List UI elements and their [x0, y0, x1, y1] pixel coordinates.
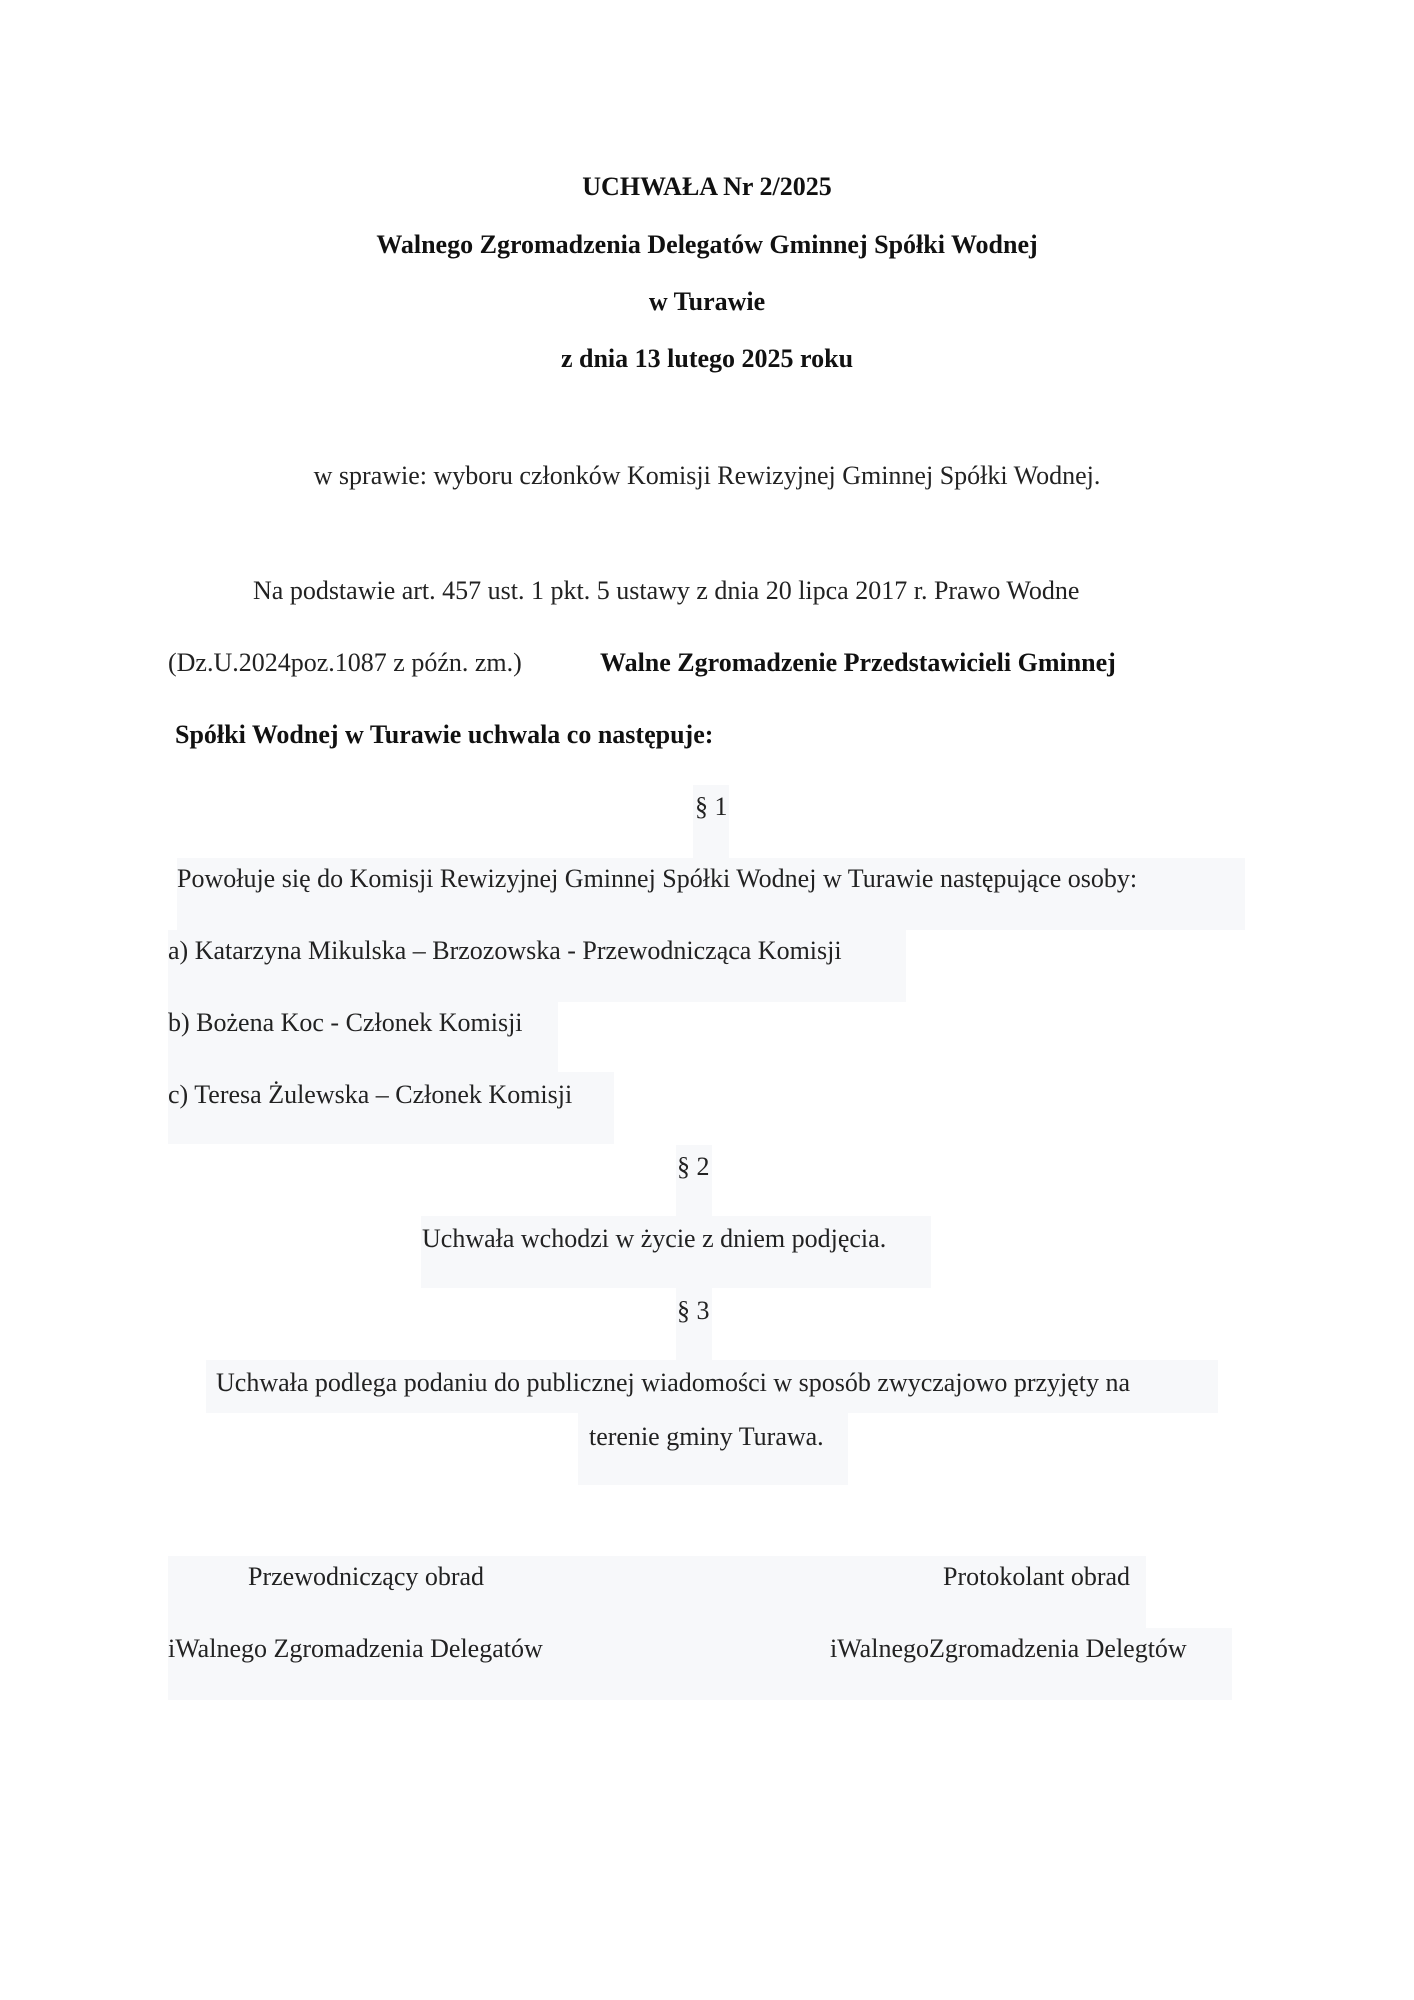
section-1-heading: § 1 [695, 792, 728, 821]
signature-left-title: Przewodniczący obrad [248, 1562, 485, 1591]
section-1-intro: Powołuje się do Komisji Rewizyjnej Gminnej Spółki Wodnej w Turawie następujące osoby: [177, 864, 1138, 893]
document-date: z dnia 13 lutego 2025 roku [560, 344, 854, 373]
document-subject: w sprawie: wyboru członków Komisji Rewizyjnej Gminnej Spółki Wodnej. [313, 461, 1101, 490]
section-2-heading: § 2 [677, 1152, 710, 1181]
preamble-line-2-regular: (Dz.U.2024poz.1087 z późn. zm.) [168, 648, 522, 677]
document-issuer: Walnego Zgromadzenia Delegatów Gminnej Spółki Wodnej [376, 230, 1038, 259]
signature-left-subtitle: iWalnego Zgromadzenia Delegatów [168, 1634, 543, 1663]
member-item: c) Teresa Żulewska – Członek Komisji [168, 1080, 573, 1109]
signature-right-title: Protokolant obrad [943, 1562, 1131, 1591]
member-item: b) Bożena Koc - Członek Komisji [168, 1008, 523, 1037]
member-item: a) Katarzyna Mikulska – Brzozowska - Przewodnicząca Komisji [168, 936, 842, 965]
section-3-line-1: Uchwała podlega podaniu do publicznej wiadomości w sposób zwyczajowo przyjęty na [216, 1368, 1131, 1397]
document-location: w Turawie [648, 287, 766, 316]
section-3-line-2: terenie gminy Turawa. [589, 1422, 824, 1451]
preamble-line-2-bold: Walne Zgromadzenie Przedstawicieli Gminnej [600, 648, 1116, 677]
preamble-line-1: Na podstawie art. 457 ust. 1 pkt. 5 ustawy z dnia 20 lipca 2017 r. Prawo Wodne [253, 576, 1080, 605]
section-2-text: Uchwała wchodzi w życie z dniem podjęcia. [422, 1224, 887, 1253]
signature-right-subtitle: iWalnegoZgromadzenia Delegtów [830, 1634, 1187, 1663]
document-title: UCHWAŁA Nr 2/2025 [582, 172, 832, 201]
section-3-heading: § 3 [677, 1296, 710, 1325]
preamble-line-3-bold: Spółki Wodnej w Turawie uchwala co następuje: [175, 720, 714, 749]
